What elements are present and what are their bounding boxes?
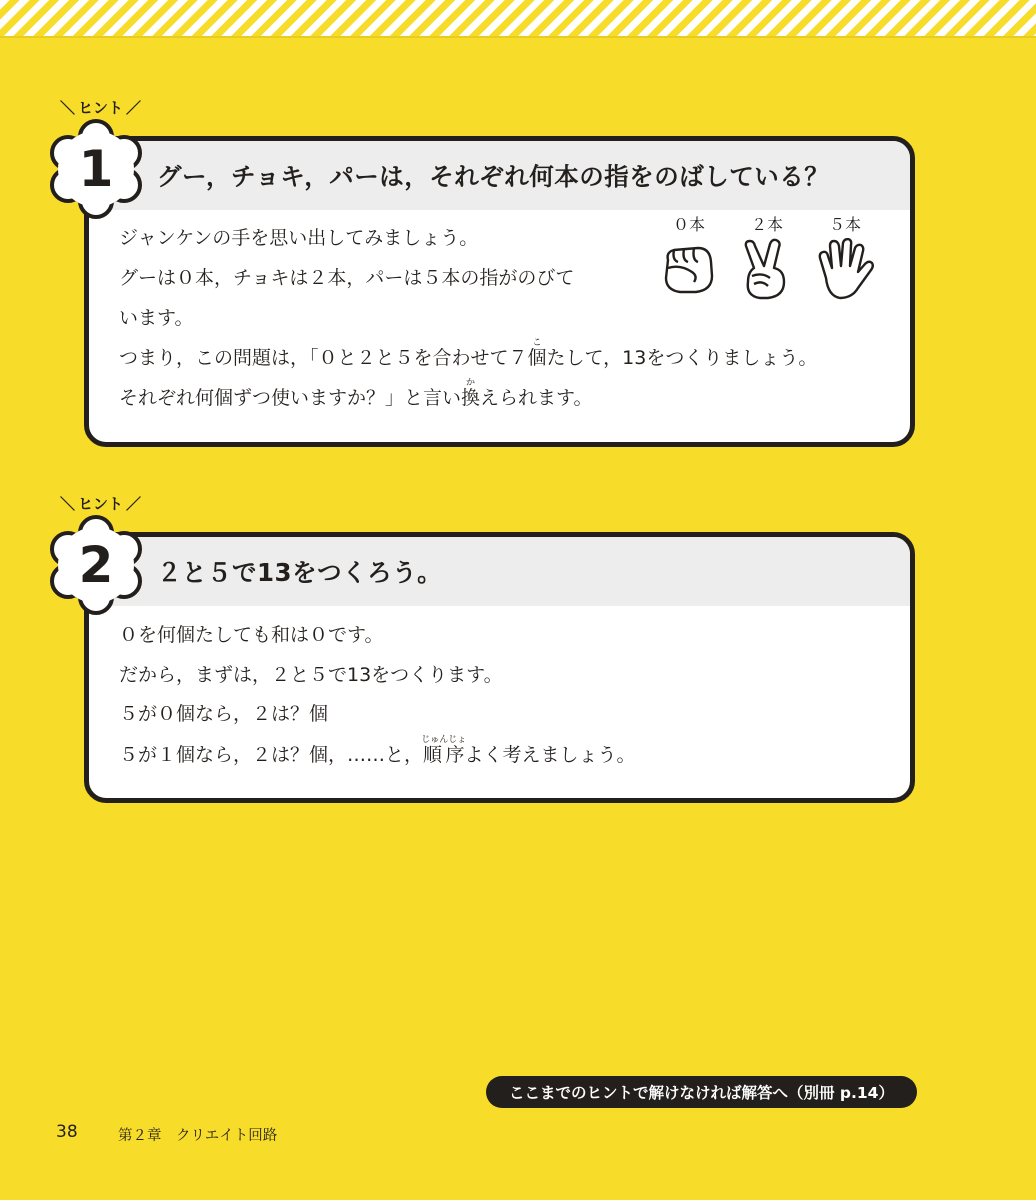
hand-label-paper: ５本 <box>828 215 861 234</box>
tag-right-mark-icon: ／ <box>126 495 142 513</box>
hint-2-body <box>89 606 910 774</box>
hint-2-line-1: ０を何個たしても和は０です。 <box>119 624 384 646</box>
page-number: 38 <box>56 1122 78 1142</box>
hint-1-number-badge <box>46 119 146 219</box>
hint-2-line-3: ５が０個なら，２は？個 <box>119 703 329 725</box>
hint-2-number-badge <box>46 515 146 615</box>
hint-1-tag <box>60 97 141 118</box>
hint-1-body <box>89 210 910 418</box>
tag-left-mark-icon: ＼ <box>60 99 76 117</box>
hint-card-1 <box>84 136 915 447</box>
furigana-ka: 換か <box>461 378 481 409</box>
hint-1-line-3: います。 <box>119 307 194 329</box>
top-stripe-band <box>0 0 1036 38</box>
hint-2-tag <box>60 493 141 514</box>
rock-hand-icon <box>658 238 718 298</box>
hint-2-line-4: ５が１個なら，２は？個，……と，順序じゅんじょよく考えましょう。 <box>119 734 636 766</box>
tag-left-mark-icon: ＼ <box>60 495 76 513</box>
hint-1-line-5: それぞれ何個ずつ使いますか？」と言い換かえられます。 <box>119 378 593 409</box>
hint-2-title: ２と５で13をつくろう。 <box>89 537 910 606</box>
hint-1-line-4: つまり，この問題は，「０と２と５を合わせて７個こたして，13をつくりましょう。 <box>119 338 818 369</box>
furigana-ko: 個こ <box>527 338 547 369</box>
hint-2-line-2: だから，まずは，２と５で13をつくります。 <box>119 663 503 686</box>
hint-1-line-1: ジャンケンの手を思い出してみましょう。 <box>119 227 479 249</box>
hint-1-title: グー，チョキ，パーは，それぞれ何本の指をのばしている？ <box>89 141 910 210</box>
hint-1-number: 1 <box>78 140 114 198</box>
hint-2-number: 2 <box>78 536 114 594</box>
hand-illustrations <box>648 212 880 308</box>
chapter-label: 第２章 クリエイト回路 <box>118 1128 278 1144</box>
hand-label-scissors: ２本 <box>750 215 783 234</box>
furigana-junjo: 順序じゅんじょ <box>421 734 467 766</box>
hand-label-rock: ０本 <box>672 215 705 234</box>
hint-2-tag-label: ヒント <box>78 495 124 513</box>
hint-card-2 <box>84 532 915 803</box>
scissors-hand-icon <box>736 238 796 302</box>
hint-1-tag-label: ヒント <box>78 99 124 117</box>
paper-hand-icon <box>812 238 876 302</box>
answer-reference-note: ここまでのヒントで解けなければ解答へ（別冊 p.14） <box>486 1076 917 1108</box>
hint-1-line-2: グーは０本，チョキは２本，パーは５本の指がのびて <box>119 267 575 289</box>
tag-right-mark-icon: ／ <box>126 99 142 117</box>
